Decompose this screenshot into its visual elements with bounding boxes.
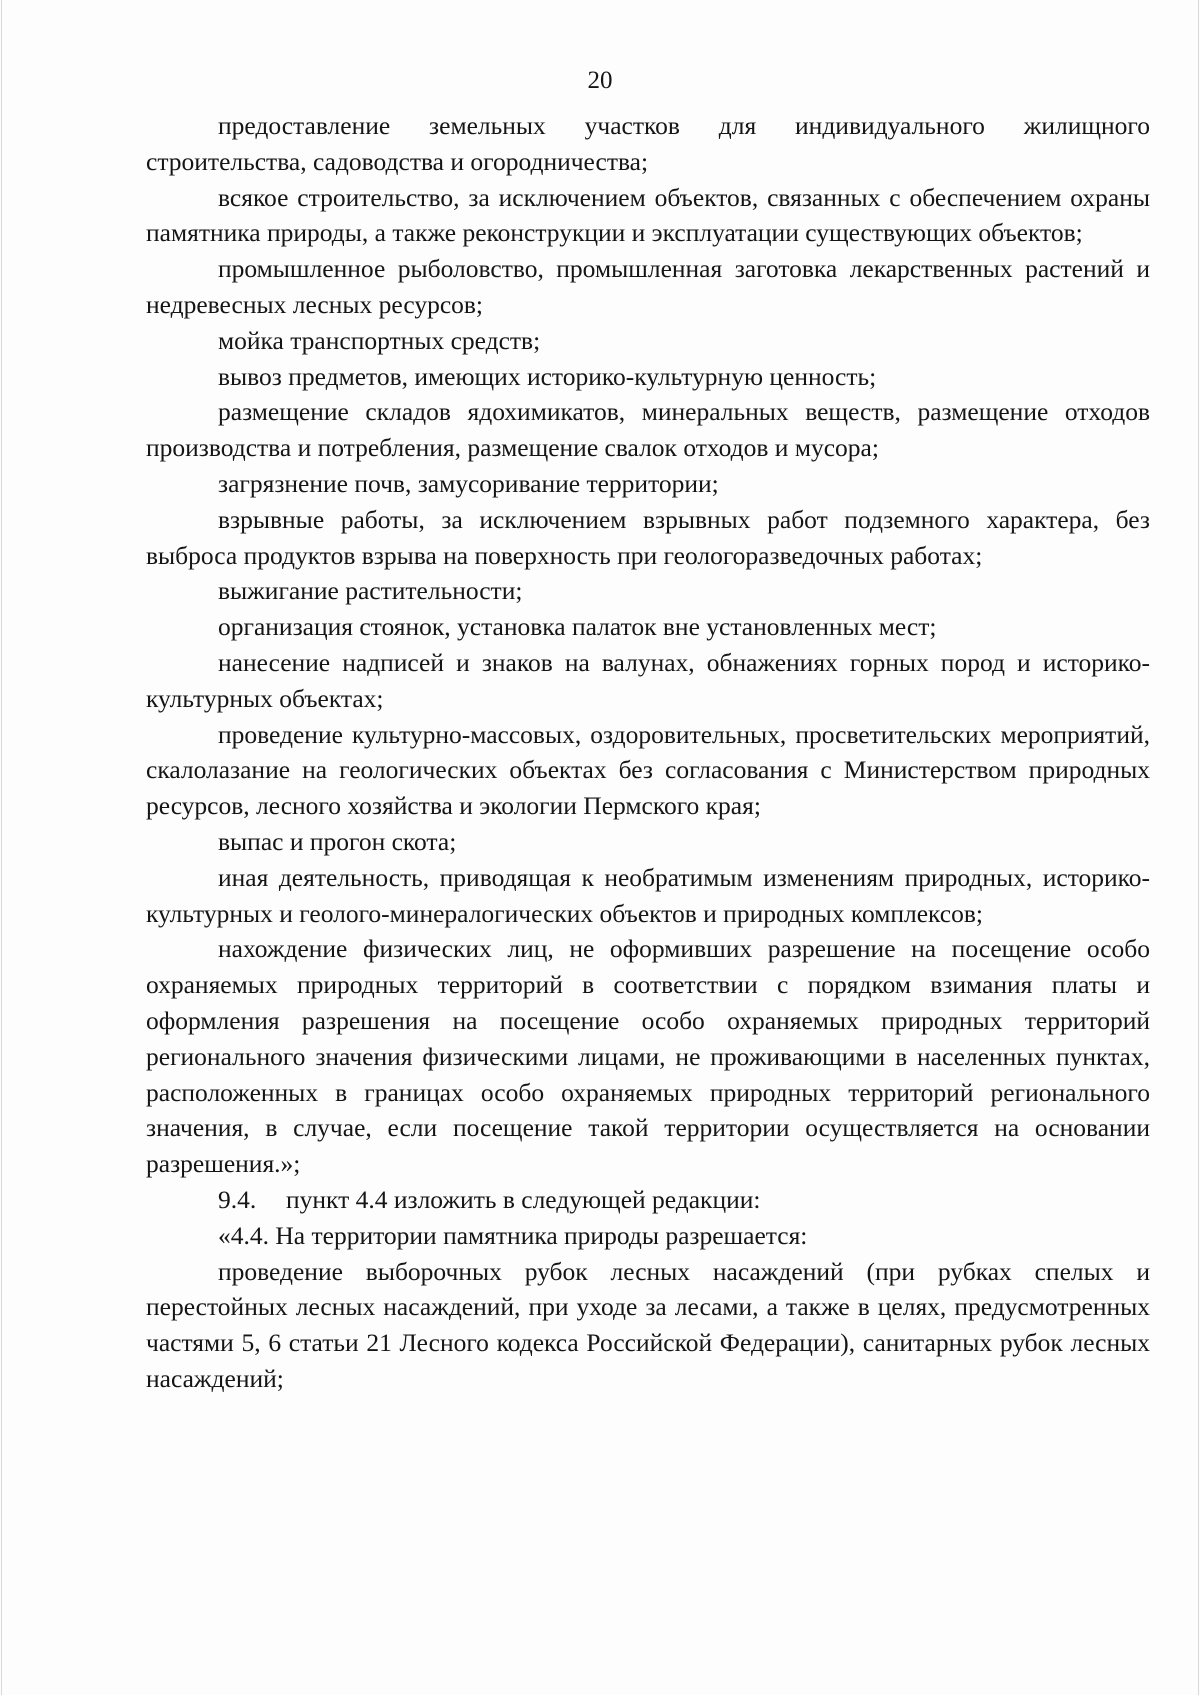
scan-edge-left (1, 0, 2, 1695)
paragraph: организация стоянок, установка палаток вне установленных мест; (218, 612, 937, 642)
paragraph: вывоз предметов, имеющих историко-культурную ценность; (218, 361, 877, 391)
paragraph: промышленное рыболовство, промышленная заготовка лекарственных растений и недревесных лесных ресурсов; (146, 254, 1150, 319)
item-number: 9.4. (218, 1184, 257, 1214)
paragraph: проведение выборочных рубок лесных насаждений (при рубках спелых и перестойных лесных насаждений, при уходе за лесами, а также в целях, предусмотренных частями 5, 6 статьи 21 Лесного кодекса Российской Федерации), санитарных рубок лесных насаждений; (146, 1256, 1150, 1393)
paragraph: мойка транспортных средств; (218, 325, 541, 355)
paragraph: размещение складов ядохимикатов, минеральных веществ, размещение отходов производства и потребления, размещение свалок отходов и мусора; (146, 397, 1150, 463)
numbered-item (146, 1182, 1150, 1218)
paragraph: выжигание растительности; (218, 576, 523, 606)
paragraph: предоставление земельных участков для индивидуального жилищного строительства, садоводства и огородничества; (146, 111, 1150, 176)
paragraph: иная деятельность, приводящая к необратимым изменениям природных, историко-культурных и геолого-минералогических объектов и природных комплексов; (146, 862, 1150, 928)
paragraph: всякое строительство, за исключением объектов, связанных с обеспечением охраны памятника природы, а также реконструкции и эксплуатации существующих объектов; (146, 182, 1150, 248)
scan-edge-right (1198, 0, 1199, 1695)
paragraph: нанесение надписей и знаков на валунах, обнажениях горных пород и историко-культурных объектах; (146, 647, 1150, 713)
paragraph: загрязнение почв, замусоривание территории; (218, 468, 719, 498)
body-text (146, 108, 1150, 1397)
paragraph: выпас и прогон скота; (218, 826, 457, 856)
page-number: 20 (587, 67, 613, 94)
item-text: пункт 4.4 изложить в следующей редакции: (286, 1184, 761, 1214)
paragraph: проведение культурно-массовых, оздоровительных, просветительских мероприятий, скалолазание на геологических объектах без согласования с Министерством природных ресурсов, лесного хозяйства и экологии Пермского края; (146, 719, 1150, 821)
paragraph: нахождение физических лиц, не оформивших разрешение на посещение особо охраняемых природных территорий в соответствии с порядком взимания платы и оформления разрешения на посещение особо охраняемых природных территорий регионального значения физическими лицами, не проживающими в населенных пунктах, расположенных в границах особо охраняемых природных территорий регионального значения, в случае, если посещение такой территории осуществляется на основании разрешения.»; (146, 934, 1150, 1179)
paragraph: «4.4. На территории памятника природы разрешается: (218, 1220, 808, 1250)
paragraph: взрывные работы, за исключением взрывных работ подземного характера, без выброса продуктов взрыва на поверхность при геологоразведочных работах; (146, 504, 1150, 570)
